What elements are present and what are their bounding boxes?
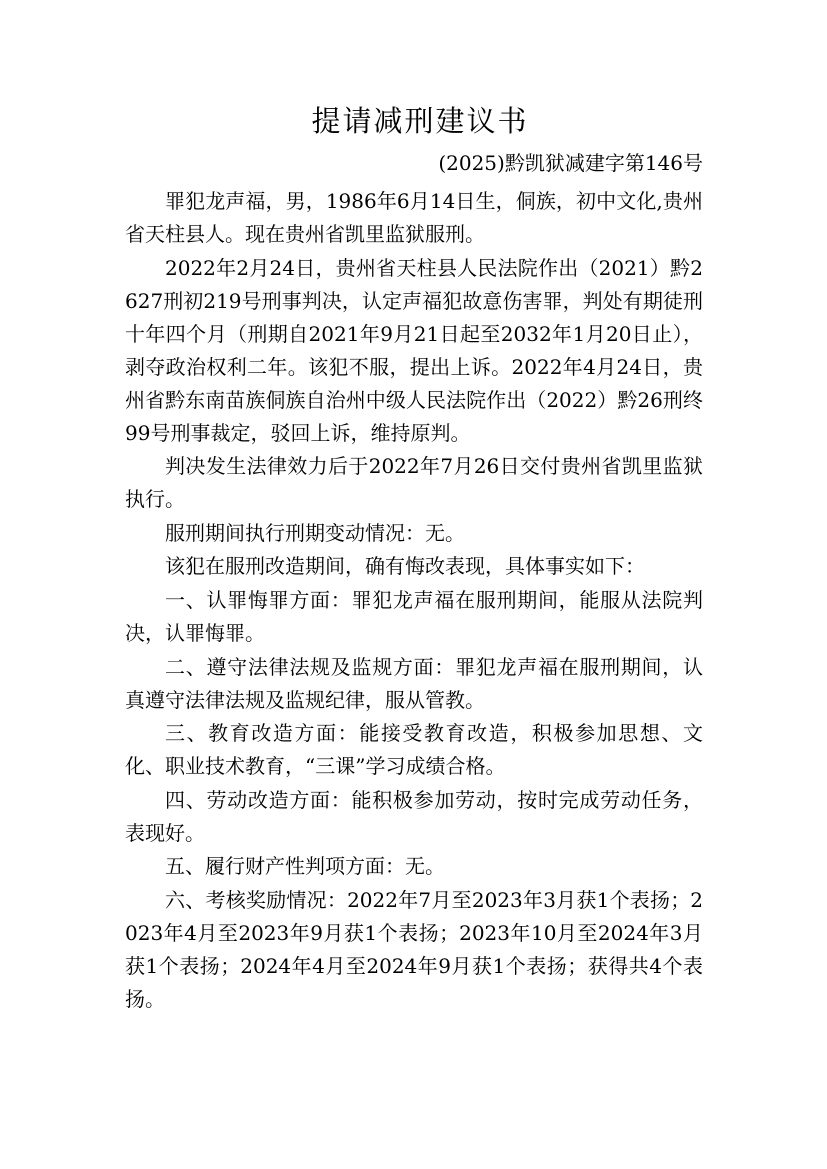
paragraph-item-3: 三、教育改造方面：能接受教育改造，积极参加思想、文化、职业技术教育，“三课”学习成绩合格。 [125, 721, 703, 779]
paragraph-repentance-intro: 该犯在服刑改造期间，确有悔改表现，具体事实如下： [165, 554, 645, 579]
paragraph-item-2: 二、遵守法律法规及监规方面：罪犯龙声福在服刑期间，认真遵守法律法规及监规纪律，服从管教。 [125, 654, 703, 712]
document-number: (2025)黔凯狱减建字第146号 [438, 151, 703, 175]
document-page [125, 97, 703, 1017]
paragraph-judgment-history: 2022年2月24日，贵州省天柱县人民法院作出（2021）黔2627刑初219号刑事判决，认定声福犯故意伤害罪，判处有期徒刑十年四个月（刑期自2021年9月21日起至2032年1月20日止），剥夺政治权利二年。该犯不服，提出上诉。2022年4月24日，贵州省黔东南苗族侗族自治州中级人民法院作出（2022）黔26刑终99号刑事裁定，驳回上诉，维持原判。 [125, 255, 703, 445]
paragraph-item-1: 一、认罪悔罪方面：罪犯龙声福在服刑期间，能服从法院判决，认罪悔罪。 [125, 587, 703, 645]
paragraph-execution: 判决发生法律效力后于2022年7月26日交付贵州省凯里监狱执行。 [125, 454, 703, 512]
paragraph-item-4: 四、劳动改造方面：能积极参加劳动，按时完成劳动任务，表现好。 [125, 787, 703, 845]
paragraph-criminal-info: 罪犯龙声福，男，1986年6月14日生，侗族，初中文化,贵州省天柱县人。现在贵州省凯里监狱服刑。 [125, 189, 703, 246]
paragraph-item-5: 五、履行财产性判项方面：无。 [165, 854, 445, 879]
paragraph-sentence-changes: 服刑期间执行刑期变动情况：无。 [165, 520, 465, 545]
document-title: 提请减刑建议书 [311, 104, 529, 138]
paragraph-item-6: 六、考核奖励情况：2022年7月至2023年3月获1个表扬；2023年4月至2023年9月获1个表扬；2023年10月至2024年3月获1个表扬；2024年4月至2024年9月获1个表扬；获得共4个表扬。 [125, 887, 703, 1011]
